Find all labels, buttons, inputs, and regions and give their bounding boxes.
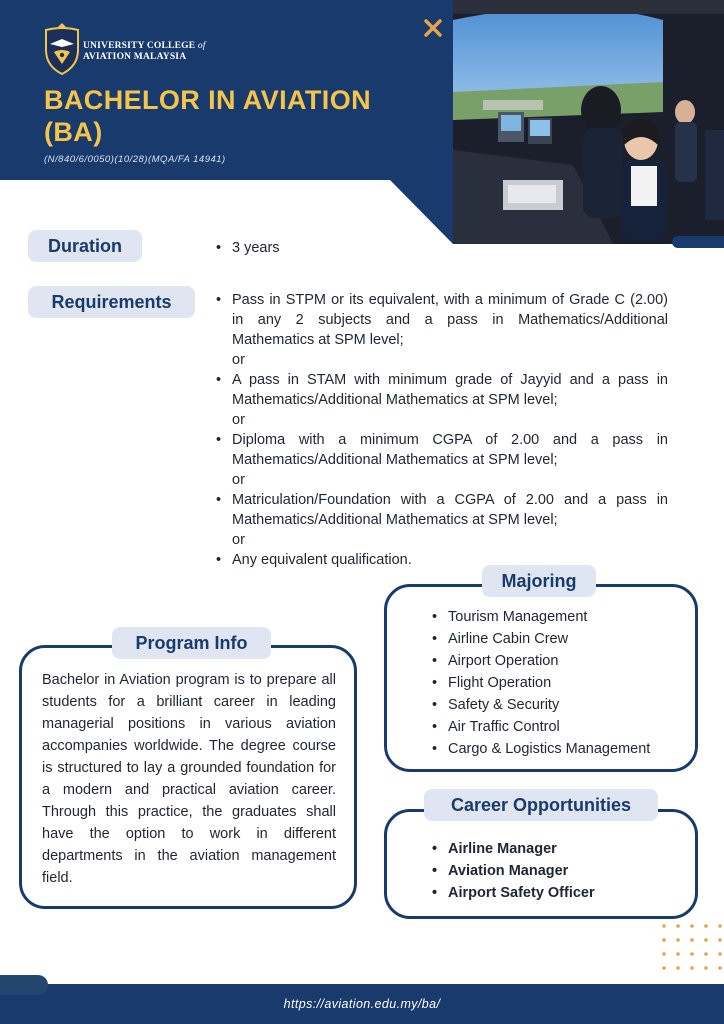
career-item: • Airport Safety Officer [432, 882, 595, 904]
major-item: • Cargo & Logistics Management [432, 738, 650, 760]
majoring-label: Majoring [482, 565, 596, 597]
career-label: Career Opportunities [424, 789, 658, 821]
requirement-item: • Any equivalent qualification. [216, 550, 668, 570]
major-item: • Safety & Security [432, 694, 650, 716]
footer-bar [0, 984, 724, 1024]
control-tower-simulator-photo [453, 0, 724, 244]
photo-accent-bar [672, 236, 724, 248]
footer-accent-tab [0, 975, 48, 995]
requirement-separator: or [232, 352, 245, 368]
duration-label: Duration [28, 230, 142, 262]
program-info-label: Program Info [112, 627, 271, 659]
major-item: • Airline Cabin Crew [432, 628, 650, 650]
cross-mark-icon [421, 16, 445, 40]
requirements-list [216, 290, 668, 570]
career-item: • Airline Manager [432, 838, 595, 860]
requirements-label: Requirements [28, 286, 195, 318]
dot-grid-decoration [660, 920, 724, 976]
major-item: • Air Traffic Control [432, 716, 650, 738]
majoring-list [432, 606, 650, 760]
major-item: • Flight Operation [432, 672, 650, 694]
major-item: • Tourism Management [432, 606, 650, 628]
requirement-item: • Pass in STPM or its equivalent, with a minimum of Grade C (2.00) in any 2 subjects and a pass in Mathematics/Additional Mathematics at SPM level; [216, 290, 668, 350]
career-item: • Aviation Manager [432, 860, 595, 882]
requirement-separator: or [232, 532, 245, 548]
page-title: BACHELOR IN AVIATION (BA) [44, 85, 371, 147]
requirement-separator: or [232, 472, 245, 488]
crest-shield-icon [40, 22, 84, 76]
requirement-separator: or [232, 412, 245, 428]
requirement-item: • Matriculation/Foundation with a CGPA of 2.00 and a pass in Mathematics/Additional Mathematics at SPM level; [216, 490, 668, 530]
duration-item: • 3 years [216, 238, 280, 258]
requirement-item: • Diploma with a minimum CGPA of 2.00 and a pass in Mathematics/Additional Mathematics at SPM level; [216, 430, 668, 470]
accreditation-code: (N/840/6/0050)(10/28)(MQA/FA 14941) [44, 154, 226, 165]
university-name: UNIVERSITY COLLEGE of AVIATION MALAYSIA [83, 41, 206, 62]
program-info-text: Bachelor in Aviation program is to prepare all students for a brilliant career in leading managerial positions in various aviation accompanies worldwide. The degree course is structured to lay a grounded foundation for a modern and practical aviation career. Through this practice, the graduates shall have the option to work in different departments in the aviation management field. [42, 672, 336, 886]
duration-list [216, 238, 280, 258]
requirement-item: • A pass in STAM with minimum grade of Jayyid and a pass in Mathematics/Additional Mathematics at SPM level; [216, 370, 668, 410]
career-list [432, 838, 595, 904]
footer-url-link[interactable]: https://aviation.edu.my/ba/ [283, 997, 441, 1011]
major-item: • Airport Operation [432, 650, 650, 672]
